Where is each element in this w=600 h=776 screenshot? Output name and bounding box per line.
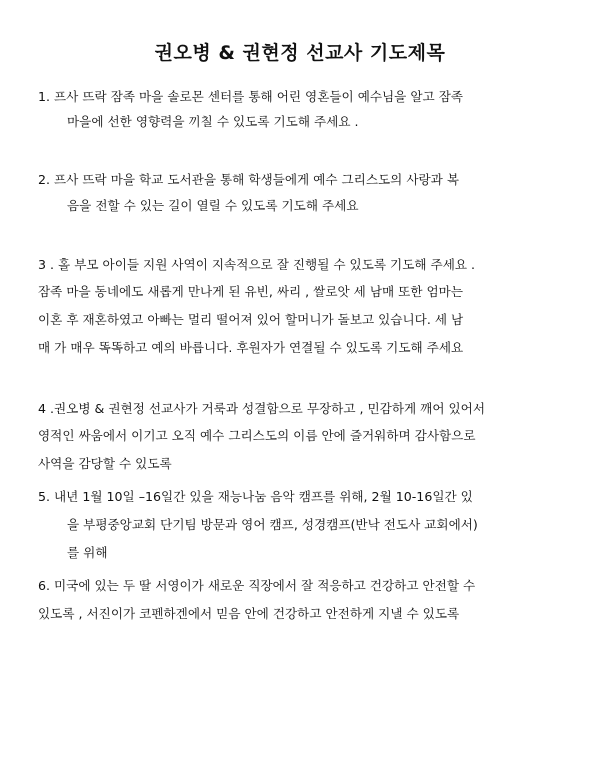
prayer-item-3-line-3: 이혼 후 재혼하였고 아빠는 멀리 떨어져 있어 할머니가 돌보고 있습니다. 세 남 xyxy=(38,312,464,327)
prayer-item-5-line-2: 을 부평중앙교회 단기팀 방문과 영어 캠프, 성경캠프(반낙 전도사 교회에서) xyxy=(67,517,478,532)
prayer-item-3-line-4: 매 가 매우 똑똑하고 예의 바릅니다. 후원자가 연결될 수 있도록 기도해 주세요 xyxy=(38,340,464,355)
prayer-item-3-line-1: 3 . 홀 부모 아이들 지원 사역이 지속적으로 잘 진행될 수 있도록 기도해 주세요 . xyxy=(38,257,476,272)
prayer-item-6-line-2: 있도록 , 서진이가 코펜하겐에서 믿음 안에 건강하고 안전하게 지낼 수 있도록 xyxy=(38,606,460,621)
prayer-item-5-line-1: 5. 내년 1월 10일 –16일간 있을 재능나눔 음악 캠프를 위해, 2월 10-16일간 있 xyxy=(38,489,473,504)
prayer-item-1-line-2: 마을에 선한 영향력을 끼칠 수 있도록 기도해 주세요 . xyxy=(67,114,359,129)
prayer-item-5-line-3: 를 위해 xyxy=(67,545,108,560)
prayer-item-6-line-1: 6. 미국에 있는 두 딸 서영이가 새로운 직장에서 잘 적응하고 건강하고 안전할 수 xyxy=(38,578,476,593)
prayer-item-4-line-1: 4 .권오병 & 권현정 선교사가 거룩과 성결함으로 무장하고 , 민감하게 깨어 있어서 xyxy=(38,401,486,416)
prayer-item-2-line-1: 2. 프사 뜨락 마을 학교 도서관을 통해 학생들에게 예수 그리스도의 사랑과 복 xyxy=(38,172,460,187)
prayer-item-1-line-1: 1. 프사 뜨락 잠족 마을 솔로몬 센터를 통해 어린 영혼들이 예수님을 알고 잠족 xyxy=(38,89,464,104)
prayer-item-2-line-2: 음을 전할 수 있는 길이 열릴 수 있도록 기도해 주세요 xyxy=(67,198,359,213)
prayer-item-3-line-2: 잠족 마을 동네에도 새롭게 만나게 된 유빈, 싸리 , 쌀로앗 세 남매 또한 엄마는 xyxy=(38,284,464,299)
prayer-item-4-line-2: 영적인 싸움에서 이기고 오직 예수 그리스도의 이름 안에 즐거워하며 감사함으로 xyxy=(38,428,476,443)
document-title: 권오병 & 권현정 선교사 기도제목 xyxy=(154,42,446,64)
prayer-item-4-line-3: 사역을 감당할 수 있도록 xyxy=(38,456,172,471)
